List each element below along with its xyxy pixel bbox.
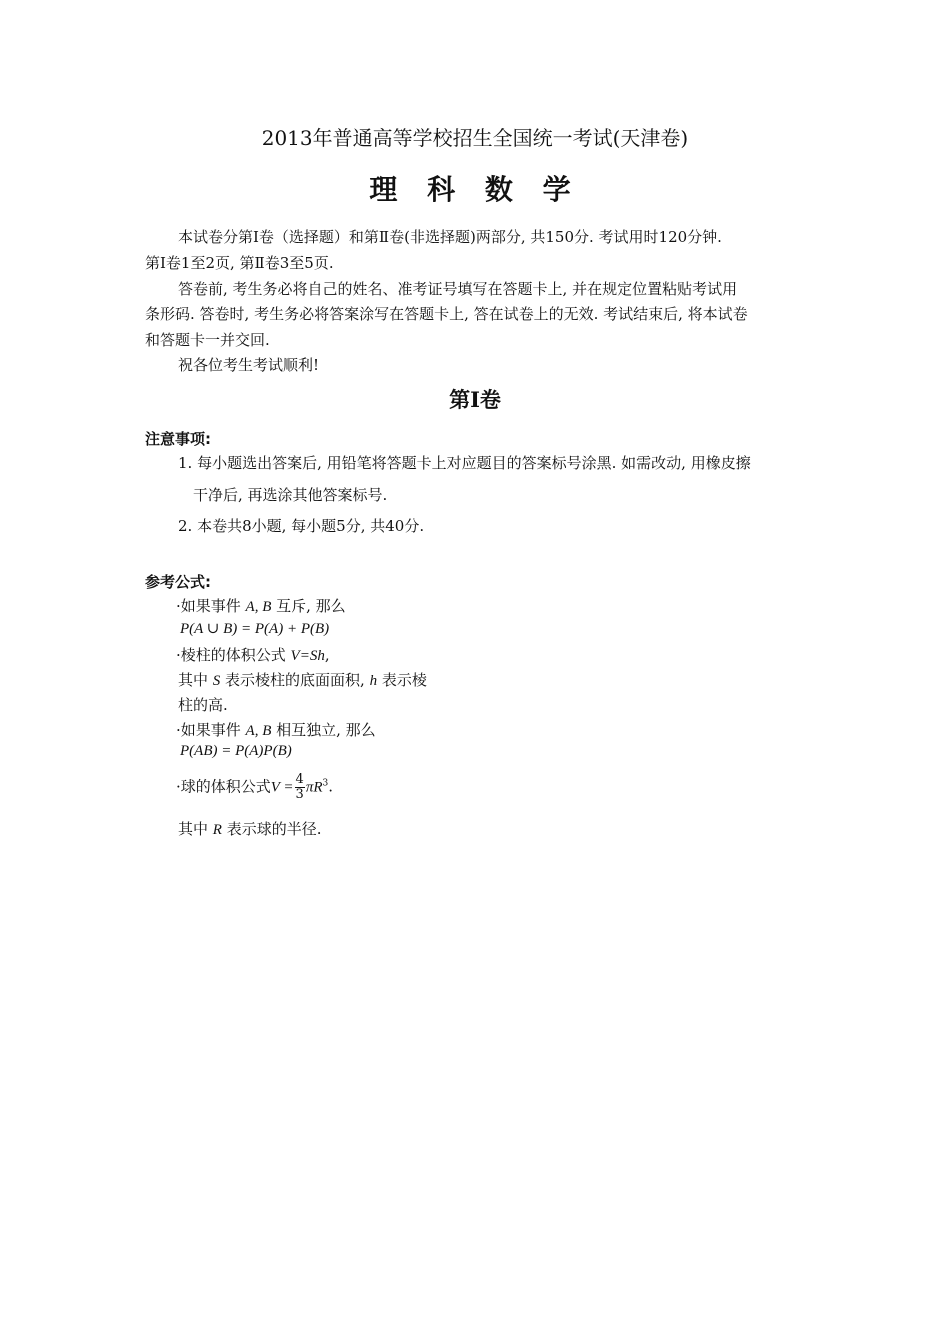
fraction-numerator: 4 — [295, 772, 304, 787]
formula-var: R — [212, 822, 222, 838]
formula-var: S — [212, 673, 221, 689]
subject-title: 理 科 数 学 — [369, 173, 581, 206]
formula-text: ·如果事件 — [176, 597, 246, 615]
formula-prism-volume — [176, 644, 330, 665]
formula-text: ·球的体积公式 — [176, 777, 271, 796]
formula-text: ·棱柱的体积公式 — [176, 646, 291, 664]
intro-line-4: 条形码. 答卷时, 考生务必将答案涂写在答题卡上, 答在试卷上的无效. 考试结束后, 将本试卷 — [145, 305, 748, 323]
formula-text: ·如果事件 — [176, 721, 246, 739]
fraction-denominator: 3 — [295, 787, 304, 802]
part-one-title: 第Ⅰ卷 — [449, 387, 501, 412]
formula-vars: A, B — [245, 599, 272, 615]
formula-text: 其中 — [178, 671, 213, 689]
notice-item-2: 2. 本卷共8小题, 每小题5分, 共40分. — [178, 517, 425, 535]
formula-text: 相互独立, 那么 — [271, 721, 376, 739]
formula-sphere-volume — [176, 773, 333, 802]
notice-item-1-line-2: 干净后, 再选涂其他答案标号. — [193, 486, 388, 504]
formula-exclusive: P(A ∪ B) = P(A) + P(B) — [180, 621, 330, 637]
formula-vars: A, B — [245, 723, 272, 739]
formula-independent-condition — [176, 719, 376, 740]
formula-var: h — [369, 673, 378, 689]
formula-text: 互斥, 那么 — [271, 597, 346, 615]
formula-expression: V=Sh — [290, 648, 325, 664]
intro-line-3: 答卷前, 考生务必将自己的姓名、准考证号填写在答题卡上, 并在规定位置粘贴考试用 — [178, 280, 738, 298]
exponent: 3 — [322, 778, 329, 789]
notice-item-1-line-1: 1. 每小题选出答案后, 用铅笔将答题卡上对应题目的答案标号涂黑. 如需改动, 用橡皮擦 — [178, 454, 751, 472]
intro-line-5: 和答题卡一并交回. — [145, 331, 270, 349]
intro-line-6: 祝各位考生考试顺利! — [178, 356, 320, 374]
notice-heading: 注意事项: — [145, 430, 211, 448]
formulas-heading: 参考公式: — [145, 573, 211, 591]
formula-independent: P(AB) = P(A)P(B) — [180, 743, 292, 759]
formula-text: . — [328, 777, 334, 796]
formula-text: 表示棱柱的底面面积, — [220, 671, 370, 689]
formula-text: , — [324, 646, 330, 664]
formula-text: 表示棱 — [377, 671, 427, 689]
formula-sphere-description — [178, 818, 322, 839]
formula-text: 表示球的半径. — [221, 820, 322, 838]
formula-text: 其中 — [178, 820, 213, 838]
formula-expression: V = — [270, 779, 294, 796]
formula-prism-description-line-2: 柱的高. — [178, 696, 228, 714]
formula-prism-description — [178, 669, 427, 690]
fraction — [295, 773, 305, 802]
intro-line-1: 本试卷分第Ⅰ卷（选择题）和第Ⅱ卷(非选择题)两部分, 共150分. 考试用时120分钟. — [178, 228, 722, 246]
intro-line-2: 第Ⅰ卷1至2页, 第Ⅱ卷3至5页. — [145, 254, 334, 272]
exam-title: 2013年普通高等学校招生全国统一考试(天津卷) — [261, 126, 689, 150]
formula-expression: πR — [305, 779, 323, 796]
formula-exclusive-condition — [176, 595, 346, 616]
